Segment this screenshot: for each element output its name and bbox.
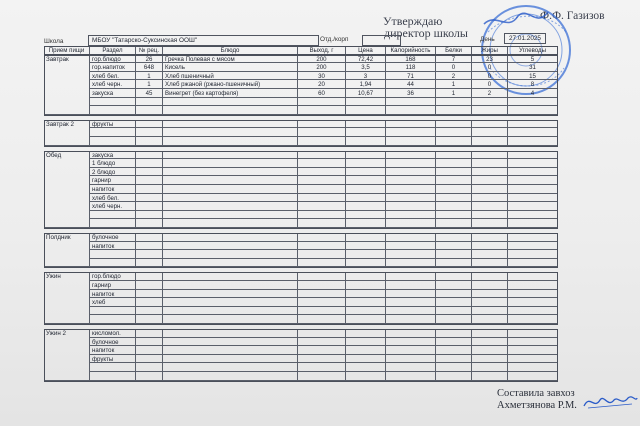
director-name: Ф.Ф. Газизов (540, 10, 605, 22)
table-cell-section[interactable]: хлеб бел. (90, 194, 136, 203)
column-header: Прием пищи (44, 46, 90, 55)
table-cell-section[interactable]: напиток (90, 346, 136, 355)
table-cell-output[interactable]: 200 (298, 63, 346, 72)
table-cell-price[interactable]: 3 (346, 72, 386, 81)
column-header: Блюдо (163, 46, 298, 55)
dept-label: Отд./корп (320, 36, 349, 43)
table-cell-recipe[interactable]: 1 (136, 80, 163, 89)
table-cell-protein[interactable]: 7 (436, 55, 472, 64)
table-cell-section[interactable]: хлеб (90, 298, 136, 307)
table-cell-carbs[interactable]: 8 (508, 80, 558, 89)
table-cell-section[interactable]: хлеб черн. (90, 202, 136, 211)
meal-block (44, 120, 558, 147)
table-cell-carbs[interactable]: 4 (508, 89, 558, 98)
table-cell-recipe[interactable]: 26 (136, 55, 163, 64)
table-cell-price[interactable]: 1,94 (346, 80, 386, 89)
menu-table (44, 46, 558, 392)
column-header: Выход, г (298, 46, 346, 55)
date-field[interactable]: 27.01.2025 (504, 33, 546, 44)
table-cell-protein[interactable]: 1 (436, 80, 472, 89)
table-cell-recipe[interactable]: 1 (136, 72, 163, 81)
table-cell-section[interactable]: напиток (90, 185, 136, 194)
table-cell-section[interactable]: гор.блюдо (90, 55, 136, 64)
column-header: Калорийность (386, 46, 436, 55)
meal-name: Завтрак (44, 55, 90, 115)
table-cell-section[interactable]: гарнир (90, 281, 136, 290)
approve-label: Утверждаю (383, 14, 443, 28)
table-cell-kcal[interactable]: 36 (386, 89, 436, 98)
meal-block (44, 55, 558, 116)
table-cell-output[interactable]: 60 (298, 89, 346, 98)
table-cell-section[interactable]: кисломол. (90, 329, 136, 338)
table-cell-price[interactable]: 3,5 (346, 63, 386, 72)
table-cell-protein[interactable]: 2 (436, 72, 472, 81)
table-cell-fat[interactable]: 0 (472, 80, 508, 89)
column-header: Белки (436, 46, 472, 55)
table-cell-section[interactable]: закуска (90, 89, 136, 98)
table-cell-carbs[interactable]: 31 (508, 63, 558, 72)
column-header: Цена (346, 46, 386, 55)
signature-icon (582, 392, 638, 412)
table-cell-price[interactable]: 10,67 (346, 89, 386, 98)
table-cell-dish[interactable]: Винегрет (без картофеля) (163, 89, 298, 98)
table-cell-section[interactable]: гор.напиток (90, 63, 136, 72)
table-cell-fat[interactable]: 0 (472, 63, 508, 72)
table-cell-section[interactable]: гор.блюдо (90, 272, 136, 281)
date-label: День (480, 36, 495, 43)
table-cell-section[interactable]: булочное (90, 233, 136, 242)
table-cell-output[interactable]: 200 (298, 55, 346, 64)
meal-name: Ужин 2 (44, 329, 90, 381)
table-cell-price[interactable]: 72,42 (346, 55, 386, 64)
dept-field[interactable] (362, 35, 401, 46)
school-field[interactable]: МБОУ "Татарско-Суксинская ООШ" (88, 35, 319, 46)
table-cell-section[interactable]: гарнир (90, 176, 136, 185)
table-cell-protein[interactable]: 0 (436, 63, 472, 72)
meal-block (44, 151, 558, 229)
table-cell-section[interactable]: напиток (90, 290, 136, 299)
table-cell-recipe[interactable]: 648 (136, 63, 163, 72)
column-header: Жиры (472, 46, 508, 55)
table-cell-section[interactable]: фрукты (90, 355, 136, 364)
table-cell-section[interactable]: фрукты (90, 120, 136, 129)
director-title: директор школы (384, 26, 468, 40)
meal-name: Ужин (44, 272, 90, 324)
table-cell-protein[interactable]: 1 (436, 89, 472, 98)
compiled-by-name: Ахметзянова Р.М. (497, 400, 577, 411)
table-cell-fat[interactable]: 0 (472, 72, 508, 81)
table-cell-carbs[interactable]: 5 (508, 55, 558, 64)
table-cell-kcal[interactable]: 118 (386, 63, 436, 72)
table-cell-output[interactable]: 20 (298, 80, 346, 89)
meal-name: Обед (44, 151, 90, 228)
table-cell-carbs[interactable]: 15 (508, 72, 558, 81)
table-cell-section[interactable]: хлеб бел. (90, 72, 136, 81)
table-cell-section[interactable]: 2 блюдо (90, 168, 136, 177)
table-cell-fat[interactable]: 23 (472, 55, 508, 64)
table-cell-kcal[interactable]: 71 (386, 72, 436, 81)
table-cell-output[interactable]: 30 (298, 72, 346, 81)
table-cell-dish[interactable]: Хлеб пшеничный (163, 72, 298, 81)
table-cell-section[interactable]: хлеб черн. (90, 80, 136, 89)
table-cell-section[interactable]: 1 блюдо (90, 159, 136, 168)
table-cell-recipe[interactable]: 45 (136, 89, 163, 98)
meal-name: Полдник (44, 233, 90, 267)
meal-block (44, 329, 558, 382)
school-label: Школа (44, 38, 64, 45)
column-header: Раздел (90, 46, 136, 55)
compiled-by-label: Составила завхоз (497, 388, 575, 399)
table-cell-fat[interactable]: 2 (472, 89, 508, 98)
meal-block (44, 233, 558, 268)
table-cell-dish[interactable]: Гречка Полевая с мясом (163, 55, 298, 64)
table-cell-dish[interactable]: Хлеб ржаной (ржано-пшеничный) (163, 80, 298, 89)
header-frame (44, 46, 558, 55)
meal-block (44, 272, 558, 325)
table-cell-kcal[interactable]: 44 (386, 80, 436, 89)
column-header: Углеводы (508, 46, 558, 55)
table-cell-section[interactable]: напиток (90, 242, 136, 251)
table-cell-dish[interactable]: Кисель (163, 63, 298, 72)
table-cell-section[interactable]: булочное (90, 338, 136, 347)
column-header: № рец. (136, 46, 163, 55)
table-cell-section[interactable]: закуска (90, 151, 136, 160)
table-cell-kcal[interactable]: 168 (386, 55, 436, 64)
meal-name: Завтрак 2 (44, 120, 90, 146)
